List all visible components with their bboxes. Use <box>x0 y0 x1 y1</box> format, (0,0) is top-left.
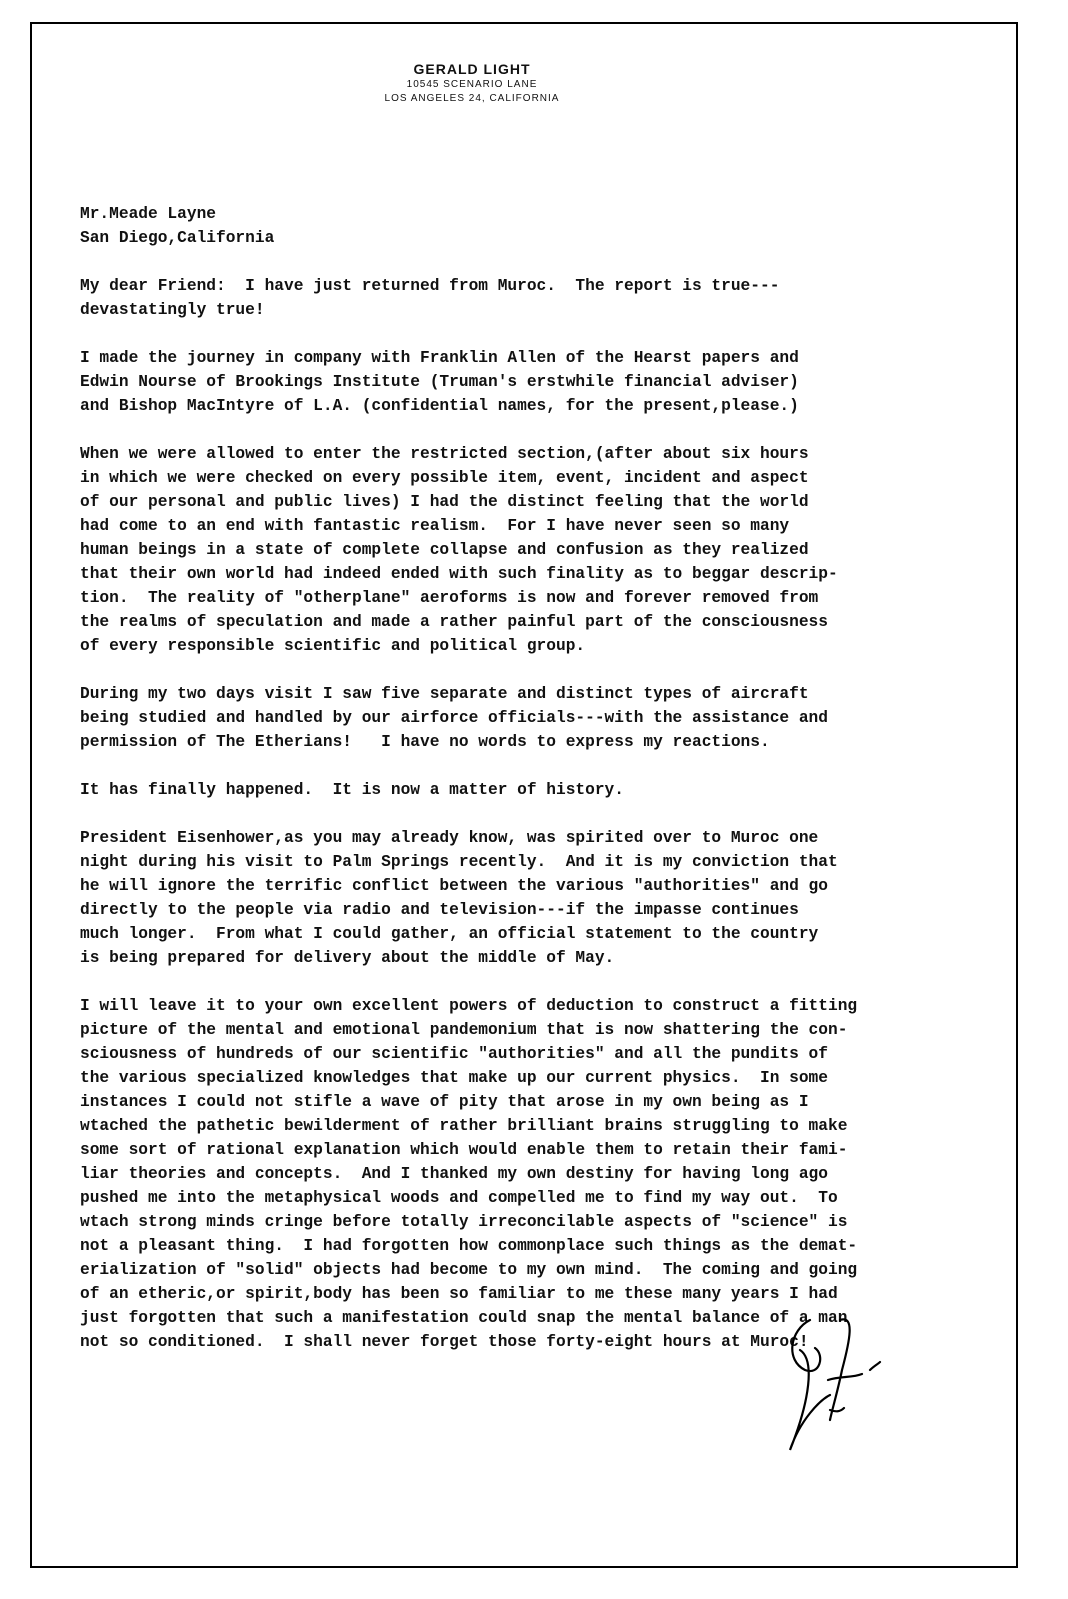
letterhead-city: LOS ANGELES 24, CALIFORNIA <box>384 93 560 104</box>
text-line: liar theories and concepts. And I thanked my own destiny for having long ago <box>80 1165 828 1183</box>
text-line: picture of the mental and emotional pandemonium that is now shattering the con- <box>80 1021 848 1039</box>
paragraph-gap <box>80 418 1010 442</box>
text-line: sciousness of hundreds of our scientific "authorities" and all the pundits of <box>80 1045 828 1063</box>
text-line: night during his visit to Palm Springs recently. And it is my conviction that <box>80 853 838 871</box>
letterhead-name: GERALD LIGHT <box>413 61 531 77</box>
recipient-name: Mr.Meade Layne <box>80 205 216 223</box>
text-line: human beings in a state of complete collapse and confusion as they realized <box>80 541 809 559</box>
paragraph-gap <box>80 322 1010 346</box>
text-line: wtached the pathetic bewilderment of rather brilliant brains struggling to make <box>80 1117 848 1135</box>
text-line: permission of The Etherians! I have no words to express my reactions. <box>80 733 770 751</box>
text-line: had come to an end with fantastic realism. For I have never seen so many <box>80 517 790 535</box>
text-line: pushed me into the metaphysical woods and compelled me to find my way out. To <box>80 1189 838 1207</box>
text-line: he will ignore the terrific conflict between the various "authorities" and go <box>80 877 828 895</box>
text-line: the realms of speculation and made a rather painful part of the consciousness <box>80 613 828 631</box>
letterhead <box>352 60 592 106</box>
text-line: President Eisenhower,as you may already know, was spirited over to Muroc one <box>80 829 819 847</box>
letterhead-street: 10545 SCENARIO LANE <box>406 79 538 90</box>
text-line: being studied and handled by our airforce officials---with the assistance and <box>80 709 828 727</box>
text-line: wtach strong minds cringe before totally irreconcilable aspects of "science" is <box>80 1213 848 1231</box>
paragraph <box>80 346 1010 418</box>
text-line: much longer. From what I could gather, an official statement to the country <box>80 925 819 943</box>
signature <box>770 1300 900 1460</box>
text-line: that their own world had indeed ended with such finality as to beggar descrip- <box>80 565 838 583</box>
paragraph-gap <box>80 802 1010 826</box>
text-line: some sort of rational explanation which would enable them to retain their fami- <box>80 1141 848 1159</box>
paragraph-gap <box>80 754 1010 778</box>
text-line: in which we were checked on every possible item, event, incident and aspect <box>80 469 809 487</box>
text-line: It has finally happened. It is now a matter of history. <box>80 781 624 799</box>
text-line: When we were allowed to enter the restricted section,(after about six hours <box>80 445 809 463</box>
letter-body <box>80 202 1010 1354</box>
text-line: of every responsible scientific and political group. <box>80 637 586 655</box>
paragraph-gap <box>80 658 1010 682</box>
text-line: I will leave it to your own excellent powers of deduction to construct a fitting <box>80 997 858 1015</box>
text-line: directly to the people via radio and television---if the impasse continues <box>80 901 799 919</box>
paragraph <box>80 826 1010 970</box>
text-line: the various specialized knowledges that make up our current physics. In some <box>80 1069 828 1087</box>
text-line: not a pleasant thing. I had forgotten how commonplace such things as the demat- <box>80 1237 858 1255</box>
text-line: erialization of "solid" objects had become to my own mind. The coming and going <box>80 1261 858 1279</box>
text-line: instances I could not stifle a wave of pity that arose in my own being as I <box>80 1093 809 1111</box>
text-line: of our personal and public lives) I had the distinct feeling that the world <box>80 493 809 511</box>
text-line: and Bishop MacIntyre of L.A. (confidential names, for the present,please.) <box>80 397 799 415</box>
text-line: just forgotten that such a manifestation could snap the mental balance of a man <box>80 1309 848 1327</box>
paragraph-gap <box>80 250 1010 274</box>
text-line: devastatingly true! <box>80 301 265 319</box>
text-line: of an etheric,or spirit,body has been so familiar to me these many years I had <box>80 1285 838 1303</box>
text-line: not so conditioned. I shall never forget those forty-eight hours at Muroc! <box>80 1333 809 1351</box>
text-line: During my two days visit I saw five separate and distinct types of aircraft <box>80 685 809 703</box>
paragraph <box>80 274 1010 322</box>
recipient-city: San Diego,California <box>80 229 275 247</box>
text-line: tion. The reality of "otherplane" aeroforms is now and forever removed from <box>80 589 819 607</box>
text-line: I made the journey in company with Franklin Allen of the Hearst papers and <box>80 349 799 367</box>
paragraph <box>80 778 1010 802</box>
paragraph-gap <box>80 970 1010 994</box>
text-line: is being prepared for delivery about the middle of May. <box>80 949 615 967</box>
paragraph <box>80 682 1010 754</box>
text-line: My dear Friend: I have just returned from Muroc. The report is true--- <box>80 277 780 295</box>
paragraph <box>80 442 1010 658</box>
text-line: Edwin Nourse of Brookings Institute (Truman's erstwhile financial adviser) <box>80 373 799 391</box>
